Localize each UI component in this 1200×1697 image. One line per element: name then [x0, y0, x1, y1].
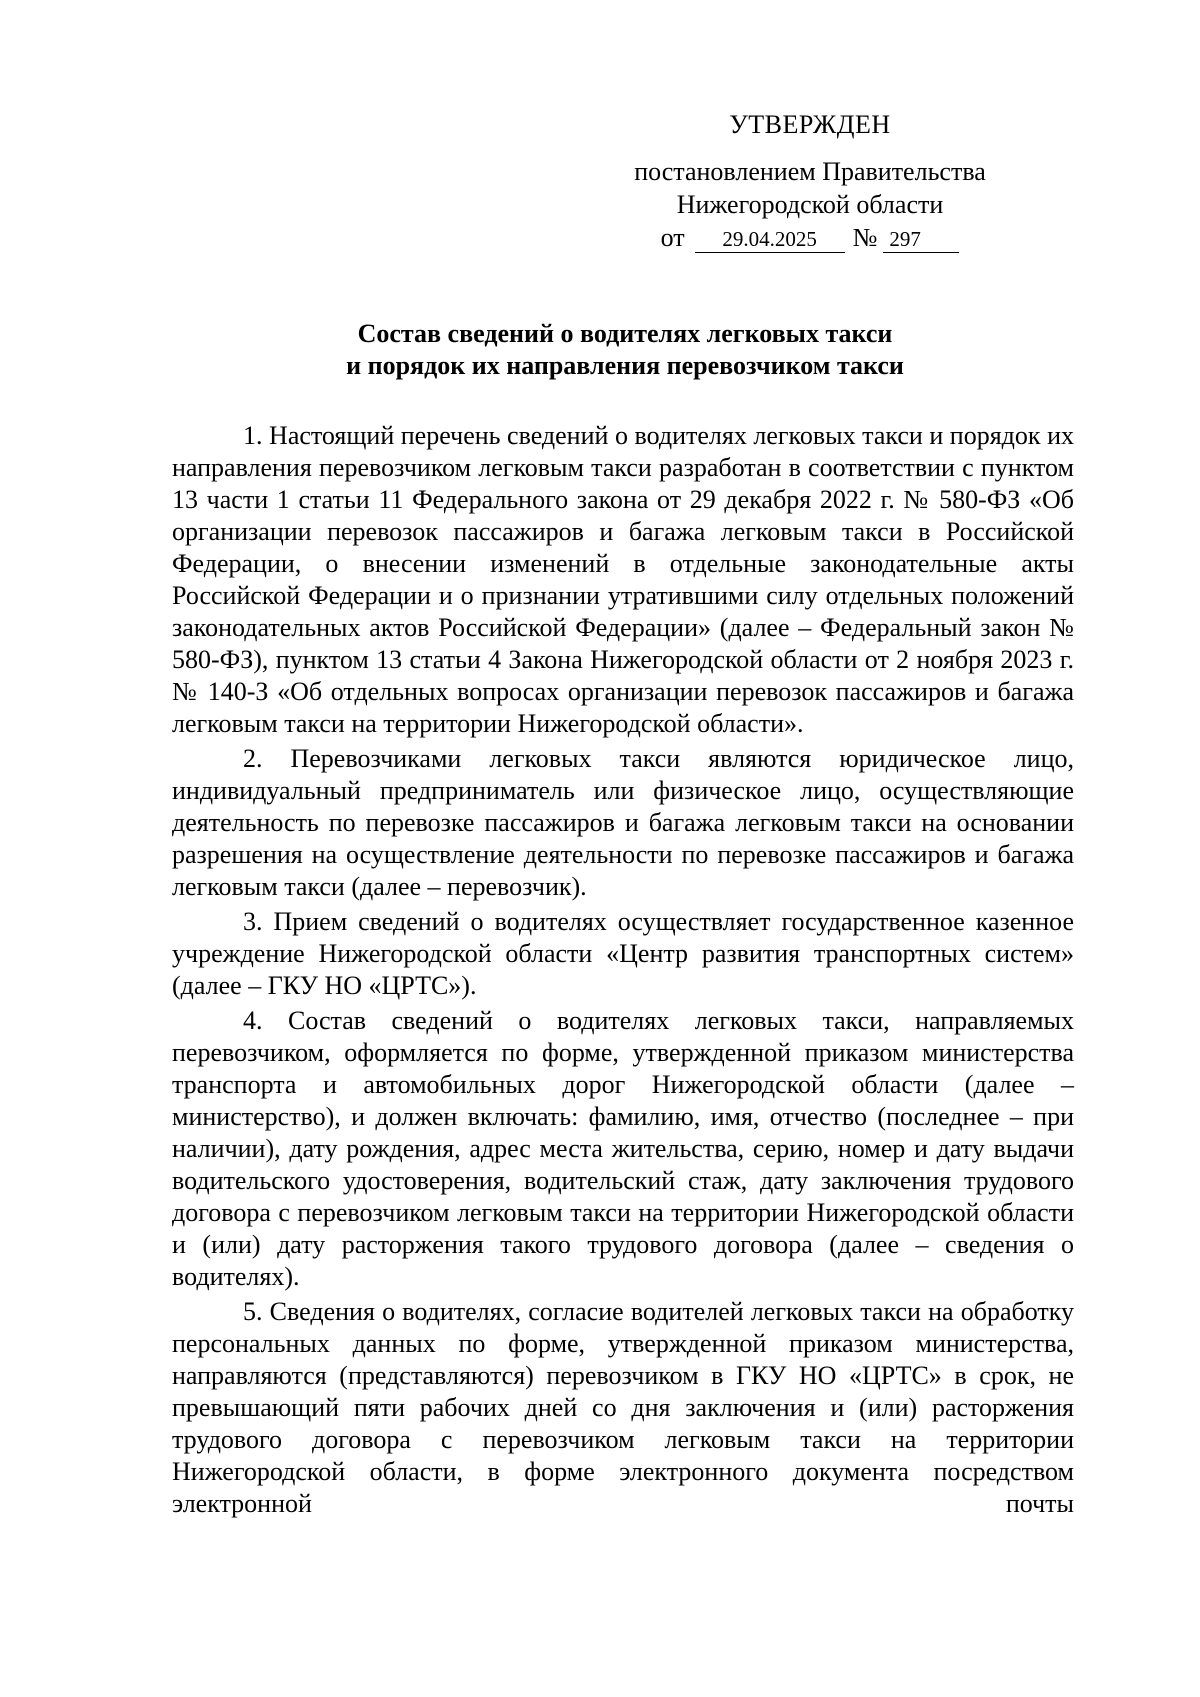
paragraph-2: 2. Перевозчиками легковых такси являются юридическое лицо, индивидуальный предприниматель или физическое лицо, осуществляющие деятельность по перевозке пассажиров и багажа легковым такси на основании разрешения на осуществление деятельности по перевозке пассажиров и багажа легковым такси (далее – перевозчик). — [172, 744, 1074, 901]
document-title — [170, 318, 1080, 382]
decree-date-number — [610, 221, 1010, 254]
document-body — [172, 420, 1074, 1520]
paragraph-5: 5. Сведения о водителях, согласие водителей легковых такси на обработку персональных данных по форме, утвержденной приказом министерства, направляются (представляются) перевозчиком в ГКУ НО «ЦРТС» в срок, не превышающий пяти рабочих дней со дня заключения и (или) расторжения трудового договора с перевозчиком легковым такси на территории Нижегородской области, в форме электронного документа посредством электронной почты — [172, 1297, 1074, 1518]
approval-stamp — [610, 108, 1010, 254]
title-line-2: и порядок их направления перевозчиком такси — [346, 351, 904, 380]
paragraph-4: 4. Состав сведений о водителях легковых такси, направляемых перевозчиком, оформляется по форме, утвержденной приказом министерства транспорта и автомобильных дорог Нижегородской области (далее – министерство), и должен включать: фамилию, имя, отчество (последнее – при наличии), дату рождения, адрес места жительства, серию, номер и дату выдачи водительского удостоверения, водительский стаж, дату заключения трудового договора с перевозчиком легковым такси на территории Нижегородской области и (или) дату расторжения такого трудового договора (далее – сведения о водителях). — [172, 1006, 1074, 1291]
decree-date: 29.04.2025 — [695, 226, 845, 253]
approved-heading: УТВЕРЖДЕН — [729, 110, 891, 139]
approval-line-region: Нижегородской области — [676, 190, 944, 219]
decree-number: 297 — [883, 226, 959, 253]
paragraph-1: 1. Настоящий перечень сведений о водителях легковых такси и порядок их направления перевозчиком легковым такси разработан в соответствии с пунктом 13 части 1 статьи 11 Федерального закона от 29 декабря 2022 г. № 580-ФЗ «Об организации перевозок пассажиров и багажа легковым такси в Российской Федерации, о внесении изменений в отдельные законодательные акты Российской Федерации и о признании утратившими силу отдельных положений законодательных актов Российской Федерации» (далее – Федеральный закон № 580-ФЗ), пунктом 13 статьи 4 Закона Нижегородской области от 2 ноября 2023 г. № 140-З «Об отдельных вопросах организации перевозок пассажиров и багажа легковым такси на территории Нижегородской области». — [172, 421, 1074, 738]
number-sign: № — [852, 223, 878, 252]
title-line-1: Состав сведений о водителях легковых такси — [357, 319, 893, 348]
approval-line-decree: постановлением Правительства — [634, 157, 986, 186]
paragraph-3: 3. Прием сведений о водителях осуществляет государственное казенное учреждение Нижегородской области «Центр развития транспортных систем» (далее – ГКУ НО «ЦРТС»). — [172, 907, 1074, 1000]
date-prefix: от — [660, 223, 685, 252]
